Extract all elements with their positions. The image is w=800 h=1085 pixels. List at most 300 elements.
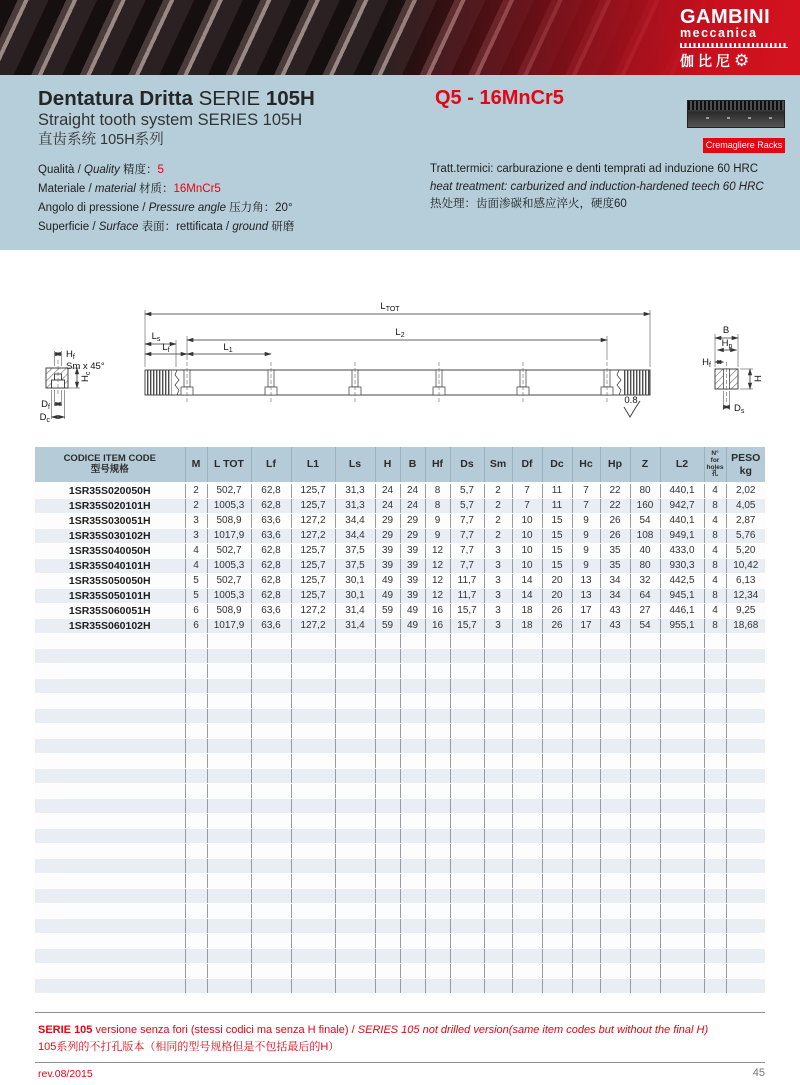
empty-table-cell: [572, 829, 600, 844]
empty-table-cell: [630, 949, 660, 964]
empty-table-cell: [425, 709, 450, 724]
table-cell: 12: [425, 574, 450, 589]
column-header: M: [185, 447, 207, 483]
table-cell: 18: [512, 604, 542, 619]
empty-table-cell: [335, 679, 375, 694]
table-cell: 442,5: [660, 574, 704, 589]
empty-table-row: [35, 724, 765, 739]
table-cell: 10: [512, 514, 542, 529]
empty-table-cell: [425, 799, 450, 814]
table-cell: 39: [375, 559, 400, 574]
table-cell: 62,8: [251, 483, 291, 499]
empty-table-row: [35, 799, 765, 814]
revision-label: rev.08/2015: [38, 1068, 93, 1080]
empty-table-cell: [704, 679, 726, 694]
empty-table-cell: [35, 754, 185, 769]
text-segment: material: [94, 183, 136, 195]
table-cell: 64: [630, 589, 660, 604]
empty-table-cell: [375, 649, 400, 664]
empty-table-cell: [375, 724, 400, 739]
table-cell: 3: [185, 529, 207, 544]
empty-table-cell: [450, 829, 484, 844]
empty-table-cell: [630, 844, 660, 859]
table-cell: 125,7: [291, 589, 335, 604]
table-cell: 24: [400, 499, 425, 514]
empty-table-cell: [512, 784, 542, 799]
empty-table-cell: [600, 949, 630, 964]
empty-table-cell: [450, 799, 484, 814]
empty-table-cell: [291, 829, 335, 844]
empty-table-cell: [291, 769, 335, 784]
table-cell: 22: [600, 483, 630, 499]
table-cell: 5: [185, 589, 207, 604]
table-cell: 4: [704, 514, 726, 529]
empty-table-cell: [291, 934, 335, 949]
rack-thumbnail: [687, 100, 785, 128]
table-cell: 29: [400, 529, 425, 544]
table-cell: 4: [704, 574, 726, 589]
table-cell: 440,1: [660, 514, 704, 529]
divider-top: [35, 1012, 765, 1013]
table-cell: 49: [375, 574, 400, 589]
table-cell: 15: [542, 514, 572, 529]
table-cell: 2,02: [726, 483, 765, 499]
table-cell: 7: [572, 499, 600, 514]
empty-table-cell: [400, 919, 425, 934]
table-cell: 31,3: [335, 483, 375, 499]
table-cell: 127,2: [291, 529, 335, 544]
empty-table-cell: [660, 964, 704, 979]
empty-table-cell: [207, 769, 251, 784]
table-cell: 20: [542, 589, 572, 604]
empty-table-cell: [375, 919, 400, 934]
empty-table-cell: [335, 754, 375, 769]
table-cell: 24: [400, 483, 425, 499]
empty-table-cell: [35, 709, 185, 724]
table-cell: 1005,3: [207, 499, 251, 514]
table-cell: 12: [425, 559, 450, 574]
table-cell: 29: [400, 514, 425, 529]
empty-table-cell: [726, 739, 765, 754]
empty-table-cell: [512, 889, 542, 904]
empty-table-cell: [484, 799, 512, 814]
empty-table-cell: [450, 769, 484, 784]
logo-chinese: 伽比尼: [680, 52, 734, 69]
table-cell: 17: [572, 604, 600, 619]
text-segment: 精度：: [119, 164, 158, 176]
empty-table-cell: [450, 814, 484, 829]
empty-table-cell: [660, 949, 704, 964]
rack-thumbnail-holes: [688, 117, 784, 119]
empty-table-cell: [425, 649, 450, 664]
empty-table-cell: [185, 934, 207, 949]
empty-table-cell: [375, 709, 400, 724]
text-segment: SERIE: [198, 87, 266, 110]
empty-table-cell: [542, 799, 572, 814]
empty-table-cell: [660, 754, 704, 769]
empty-table-cell: [542, 949, 572, 964]
empty-table-cell: [291, 754, 335, 769]
surface-roughness-symbol: [624, 395, 640, 417]
empty-table-cell: [207, 829, 251, 844]
empty-table-cell: [251, 754, 291, 769]
empty-table-cell: [35, 724, 185, 739]
empty-table-cell: [35, 979, 185, 994]
empty-table-cell: [704, 754, 726, 769]
empty-table-cell: [704, 934, 726, 949]
empty-table-cell: [291, 889, 335, 904]
text-segment: Superficie /: [38, 221, 99, 233]
table-cell: 1SR35S050101H: [35, 589, 185, 604]
table-cell: 440,1: [660, 483, 704, 499]
empty-table-cell: [484, 634, 512, 649]
spec-list-right: [430, 161, 764, 214]
table-cell: 12: [425, 589, 450, 604]
empty-table-cell: [542, 739, 572, 754]
empty-table-cell: [600, 919, 630, 934]
empty-table-cell: [425, 964, 450, 979]
empty-table-cell: [600, 874, 630, 889]
table-cell: 49: [400, 604, 425, 619]
table-cell: 29: [375, 529, 400, 544]
table-cell: 17: [572, 619, 600, 634]
empty-table-row: [35, 664, 765, 679]
table-cell: 1SR35S030051H: [35, 514, 185, 529]
empty-table-cell: [484, 754, 512, 769]
table-cell: 59: [375, 604, 400, 619]
table-cell: 1SR35S040101H: [35, 559, 185, 574]
empty-table-cell: [185, 859, 207, 874]
empty-table-cell: [35, 679, 185, 694]
empty-table-cell: [726, 664, 765, 679]
column-header: Df: [512, 447, 542, 483]
empty-table-cell: [542, 979, 572, 994]
empty-table-row: [35, 889, 765, 904]
empty-table-cell: [291, 904, 335, 919]
empty-table-cell: [600, 634, 630, 649]
dim-label-lf: $L_f$: [162, 342, 170, 354]
empty-table-cell: [572, 769, 600, 784]
empty-table-cell: [630, 799, 660, 814]
text-segment: heat treatment: carburized and induction-hardened teech 60 HRC: [430, 180, 764, 193]
empty-table-cell: [572, 754, 600, 769]
empty-table-cell: [512, 634, 542, 649]
table-cell: 502,7: [207, 483, 251, 499]
empty-table-cell: [600, 844, 630, 859]
empty-table-cell: [484, 889, 512, 904]
empty-table-cell: [207, 949, 251, 964]
empty-table-cell: [572, 724, 600, 739]
empty-table-cell: [400, 634, 425, 649]
empty-table-cell: [375, 664, 400, 679]
empty-table-cell: [704, 724, 726, 739]
empty-table-cell: [512, 724, 542, 739]
text-segment: Dentatura Dritta: [38, 87, 199, 110]
empty-table-cell: [542, 964, 572, 979]
empty-table-cell: [484, 859, 512, 874]
table-cell: 31,3: [335, 499, 375, 514]
empty-table-cell: [375, 829, 400, 844]
empty-table-cell: [660, 904, 704, 919]
empty-table-cell: [726, 889, 765, 904]
table-cell: 15: [542, 559, 572, 574]
table-cell: 40: [630, 544, 660, 559]
empty-table-cell: [375, 949, 400, 964]
empty-table-row: [35, 964, 765, 979]
table-cell: 4: [704, 604, 726, 619]
spec-pressure-angle: [38, 199, 294, 218]
empty-table-cell: [291, 724, 335, 739]
table-cell: 1SR35S060102H: [35, 619, 185, 634]
table-cell: 2: [484, 483, 512, 499]
empty-table-cell: [704, 709, 726, 724]
empty-table-row: [35, 634, 765, 649]
empty-table-cell: [35, 859, 185, 874]
empty-table-cell: [726, 694, 765, 709]
empty-table-cell: [512, 844, 542, 859]
empty-table-cell: [185, 829, 207, 844]
table-cell: 34,4: [335, 529, 375, 544]
empty-table-cell: [484, 829, 512, 844]
dim-label-l1: $L_1$: [223, 342, 233, 354]
empty-table-row: [35, 844, 765, 859]
empty-table-cell: [207, 979, 251, 994]
table-cell: 1017,9: [207, 529, 251, 544]
empty-table-cell: [425, 949, 450, 964]
table-row: [35, 499, 765, 514]
empty-table-cell: [484, 724, 512, 739]
empty-table-cell: [542, 649, 572, 664]
empty-table-cell: [450, 844, 484, 859]
table-cell: 26: [600, 529, 630, 544]
empty-table-cell: [630, 679, 660, 694]
empty-table-cell: [375, 964, 400, 979]
empty-table-cell: [251, 814, 291, 829]
page-title-cn: 直齿系统 105H系列: [38, 132, 164, 149]
empty-table-cell: [542, 874, 572, 889]
table-cell: 39: [375, 544, 400, 559]
empty-table-cell: [726, 679, 765, 694]
spec-quality: [38, 161, 294, 180]
empty-table-cell: [704, 874, 726, 889]
empty-table-cell: [630, 709, 660, 724]
empty-table-cell: [726, 904, 765, 919]
empty-table-cell: [185, 814, 207, 829]
table-cell: 160: [630, 499, 660, 514]
empty-table-cell: [726, 919, 765, 934]
table-cell: 3: [484, 574, 512, 589]
empty-table-cell: [291, 949, 335, 964]
empty-table-cell: [425, 754, 450, 769]
empty-table-cell: [660, 829, 704, 844]
empty-table-cell: [375, 634, 400, 649]
table-cell: 5,7: [450, 499, 484, 514]
empty-table-cell: [375, 874, 400, 889]
empty-table-cell: [35, 634, 185, 649]
empty-table-cell: [512, 919, 542, 934]
text-segment: 压力角：20°: [225, 202, 293, 214]
left-cross-section: [40, 349, 105, 424]
table-cell: 12: [425, 544, 450, 559]
table-cell: 24: [375, 483, 400, 499]
empty-table-cell: [291, 739, 335, 754]
empty-table-cell: [600, 889, 630, 904]
rack-drawing-svg: [0, 250, 800, 447]
table-cell: 24: [375, 499, 400, 514]
empty-table-cell: [400, 904, 425, 919]
empty-table-cell: [542, 769, 572, 784]
footer-note-line2: 105系列的不打孔版本（相同的型号规格但是不包括最后的H）: [38, 1041, 340, 1053]
empty-table-cell: [600, 649, 630, 664]
empty-table-cell: [572, 889, 600, 904]
table-cell: 29: [375, 514, 400, 529]
empty-table-cell: [572, 904, 600, 919]
table-row: [35, 544, 765, 559]
table-cell: 43: [600, 604, 630, 619]
empty-table-cell: [542, 919, 572, 934]
empty-table-cell: [484, 679, 512, 694]
empty-table-cell: [207, 964, 251, 979]
footer-note-line1: [38, 1022, 762, 1039]
table-cell: 446,1: [660, 604, 704, 619]
table-cell: 4: [185, 559, 207, 574]
empty-table-cell: [207, 904, 251, 919]
empty-table-cell: [375, 889, 400, 904]
table-row: [35, 589, 765, 604]
empty-table-cell: [207, 694, 251, 709]
empty-table-cell: [704, 664, 726, 679]
empty-table-cell: [600, 664, 630, 679]
table-cell: 8: [704, 559, 726, 574]
column-header: Ds: [450, 447, 484, 483]
empty-table-cell: [630, 934, 660, 949]
empty-table-cell: [630, 724, 660, 739]
table-cell: 10: [512, 529, 542, 544]
empty-table-cell: [450, 949, 484, 964]
empty-table-cell: [400, 784, 425, 799]
table-cell: 1005,3: [207, 589, 251, 604]
empty-table-cell: [425, 694, 450, 709]
table-cell: 62,8: [251, 544, 291, 559]
empty-table-cell: [600, 934, 630, 949]
empty-table-cell: [600, 769, 630, 784]
empty-table-cell: [375, 679, 400, 694]
table-body: [35, 483, 765, 994]
table-cell: 30,1: [335, 574, 375, 589]
table-cell: 5,20: [726, 544, 765, 559]
empty-table-cell: [400, 754, 425, 769]
grade-material-label: Q5 - 16MnCr5: [435, 87, 564, 109]
empty-table-cell: [512, 664, 542, 679]
page-number: 45: [752, 1067, 765, 1079]
empty-table-cell: [542, 829, 572, 844]
empty-table-cell: [660, 799, 704, 814]
empty-table-cell: [572, 694, 600, 709]
empty-table-cell: [572, 979, 600, 994]
table-cell: 15: [542, 529, 572, 544]
empty-table-cell: [512, 709, 542, 724]
table-cell: 8: [425, 499, 450, 514]
empty-table-cell: [450, 679, 484, 694]
empty-table-cell: [660, 679, 704, 694]
empty-table-cell: [375, 844, 400, 859]
table-cell: 2: [484, 529, 512, 544]
empty-table-cell: [35, 904, 185, 919]
empty-table-cell: [600, 799, 630, 814]
empty-table-cell: [660, 664, 704, 679]
empty-table-cell: [425, 829, 450, 844]
empty-table-cell: [704, 739, 726, 754]
empty-table-cell: [207, 754, 251, 769]
table-cell: 34,4: [335, 514, 375, 529]
empty-table-cell: [660, 649, 704, 664]
empty-table-cell: [400, 844, 425, 859]
table-cell: 2: [185, 483, 207, 499]
empty-table-cell: [185, 889, 207, 904]
dim-label-df: $D_f$: [41, 399, 50, 411]
empty-table-cell: [35, 769, 185, 784]
empty-table-cell: [375, 799, 400, 814]
table-cell: 4: [704, 483, 726, 499]
empty-table-cell: [400, 859, 425, 874]
empty-table-cell: [291, 694, 335, 709]
table-cell: 63,6: [251, 514, 291, 529]
table-cell: 37,5: [335, 544, 375, 559]
empty-table-cell: [450, 694, 484, 709]
empty-table-cell: [251, 724, 291, 739]
table-row: [35, 529, 765, 544]
empty-table-cell: [35, 844, 185, 859]
empty-table-row: [35, 784, 765, 799]
table-cell: 5,76: [726, 529, 765, 544]
empty-table-cell: [572, 679, 600, 694]
empty-table-cell: [630, 694, 660, 709]
empty-table-cell: [207, 634, 251, 649]
empty-table-cell: [335, 784, 375, 799]
empty-table-cell: [400, 679, 425, 694]
empty-table-cell: [704, 889, 726, 904]
table-cell: 5: [185, 574, 207, 589]
empty-table-cell: [185, 844, 207, 859]
table-cell: 125,7: [291, 559, 335, 574]
empty-table-cell: [425, 784, 450, 799]
table-cell: 14: [512, 589, 542, 604]
empty-table-row: [35, 754, 765, 769]
table-cell: 1SR35S030102H: [35, 529, 185, 544]
empty-table-cell: [660, 709, 704, 724]
logo-text: GAMBINI: [680, 6, 771, 28]
empty-table-cell: [185, 979, 207, 994]
empty-table-cell: [572, 919, 600, 934]
table-cell: 32: [630, 574, 660, 589]
empty-table-cell: [726, 874, 765, 889]
table-cell: 6: [185, 619, 207, 634]
table-cell: 39: [400, 559, 425, 574]
empty-table-cell: [600, 739, 630, 754]
empty-table-cell: [291, 814, 335, 829]
empty-table-cell: [251, 859, 291, 874]
empty-table-cell: [251, 889, 291, 904]
table-cell: 2,87: [726, 514, 765, 529]
dim-label-hp: $H_p$: [721, 338, 733, 350]
empty-table-cell: [542, 724, 572, 739]
empty-table-cell: [375, 814, 400, 829]
empty-table-cell: [251, 649, 291, 664]
table-cell: 54: [630, 619, 660, 634]
empty-table-cell: [572, 739, 600, 754]
empty-table-cell: [600, 694, 630, 709]
table-cell: 26: [542, 604, 572, 619]
